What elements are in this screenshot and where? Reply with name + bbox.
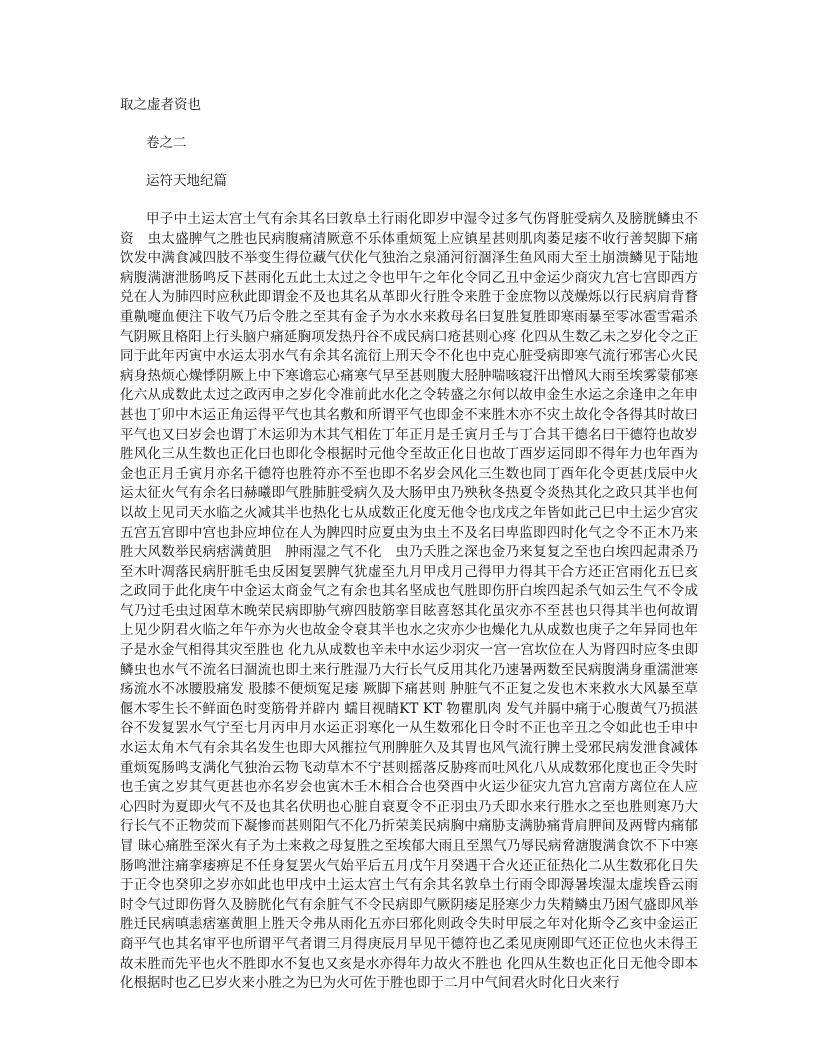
chapter-title: 运符天地纪篇 — [146, 173, 227, 189]
intro-line: 取之虚者资也 — [120, 97, 201, 113]
volume-title: 卷之二 — [146, 135, 187, 151]
body-paragraph: 甲子中土运太宫土气有余其名曰敦阜土行雨化即岁中湿令过多气伤肾脏受病久及膀胱鳞虫不资 虫太盛脾气之胜也民病腹痛清厥意不乐体重烦冤上应镇星甚则肌肉萎足痿不收行善契脚下痛饮发中满食减四肢不举变生得位藏气伏化气独治之泉涌河衍涸泽生鱼风雨大至土崩溃鳞见于陆地病腹满溏泄肠鸣反下甚雨化五此土太过之令也甲午之年化令同乙丑中金运少商灾九宫七宫即西方兑在人为肺四时应秋此即谓金不及也其名从革即火行胜令来胜于金庶物以茂燥烁以行民病肩背瞀重鼽嚏血便注下收气乃后令胜之至其有金子为水水来救母名曰复胜复胜即寒雨暴至零冰雹雪霜杀气阴厥且格阳上行头脑户痛延胸项发热丹谷不成民病口疮甚则心疼 化四从生数乙未之岁化令之正同于此年丙寅中水运太羽水气有余其名流衍上刑天令不化也中克心脏受病即寒气流行邪害心火民病身热烦心燥悸阴厥上中下寒谵忘心痛寒气早至甚则腹大胫肿喘咳寝汗出憎风大雨至埃雾蒙郁寒化六从成数此太过之政丙申之岁化令准前此水化之令转盛之尔何以故申金生水运之余逢申之年申甚也丁卯中木运正角运得平气也其名敷和所谓平气也即金不来胜木亦不灾土故化令各得其时故曰平气也又曰岁会也谓丁木运卯为木其气相佐丁年正月是壬寅月壬与丁合其干德名曰干德符也故岁胜风化三从生数也正化曰也即化令根据时元他令至故正化日也故丁酉岁运同即不得年力也年酉为金也正月壬寅月亦名干德符也胜符亦不至也即不名岁会风化三生数也同丁酉年化令更甚戊辰中火运太征火气有余名曰赫曦即气胜肺脏受病久及大肠甲虫乃殃秋冬热夏令炎热其化之政只其半也何以故上见司天水临之火减其半也热化七从成数正化度无他令也戊戌之年皆如此己巳中土运少宫灾五宫五宫即中宫也卦应坤位在人为脾四时应夏虫为虫土不及名曰卑监即四时化气之令不正木乃来胜大风数举民病痞满黄胆 肿雨湿之气不化 虫乃夭胜之深也金乃来复复之至也白埃四起肃杀乃至木叶凋落民病肝脏毛虫反困复罢脾气犹虚至九月甲戌月己得甲力得其干合方还正宫雨化五巳亥之政同于此化庚午中金运太商金气之有余也其名坚成也气胜即伤肝白埃四起杀气如云生气不令成气乃过毛虫过困草木晚荣民病即胁气痹四肢筋挛目眩喜怒其化虽灾亦不至甚也只得其半也何故谓上见少阴君火临之年午亦为火也故金令衰其半也水之灾亦少也燥化九从成数也庚子之年异同也年子是水金气相得其灾至胜也 化九从成数也辛未中水运少羽灾一宫一宫坎位在人为肾四时应冬虫即鳞虫也水气不流名曰涸流也即土来行胜湿乃大行长气反用其化乃速暑两数至民病腹满身重濡泄寒疡流水不冰腰股痛发 股膝不便烦冤足痿 厥脚下痛甚则 肿脏气不正复之发也木来救水大风暴至草偃木零生长不鲜面色时变筋骨并辟内 蠕目视睛KT KT 物瞿肌肉 发气并膈中痛于心腹黄气乃损湛谷不发复罢水气宁至七月丙申月水运正羽寒化一从生数邪化日令时不正也辛丑之令如此也壬申中水运太角木气有余其名发生也即大风摧拉气刑脾脏久及其胃也风气流行脾土受邪民病发泄食减体重烦冤肠鸣支满化气独治云物飞动草木不宁甚则摇落反胁疼而吐风化八从成数邪化度也正令失时也壬寅之岁其气更甚也亦名岁会也寅木壬木相合合也癸酉中火运少征灾九宫九宫南方离位在人应心四时为夏即火气不及也其名伏明也心脏自衰夏令不正羽虫乃夭即水来行胜水之至也胜则寒乃大行长气不正物荧而下凝惨而甚则阳气不化乃折荣美民病胸中痛胁支满胁痛背肩胛间及两臂内痛郁冒 昧心痛胜至深火有子为土来救之母复胜之至埃郁大雨且至黑气乃辱民病脅溏腹满食饮不下中寒肠鸣泄注痛挛痿痹足不任身复罢火气始平后五月戊午月癸遇干合火还正征热化二从生数邪化日失于正令也癸卯之岁亦如此也甲戌中土运太宫土气有余其名敦阜土行雨令即溽暑埃湿太虚埃昏云雨时令气过即伤肾久及膀胱化气有余脏气不令民病即气厥阴痿足胫寒少力失精鳞虫乃困气盛即风举胜迁民病嗔恚痞塞黄胆上胜天令弗从雨化五亦曰邪化则政令失时甲辰之年对化斯令乙亥中金运正商平气也其名审平也所谓平气者谓三月得庚辰月早见干德符也乙柔见庚刚即气还正位也火未得王故未胜而先平也火不胜即水不复也又亥是水亦得年力故火不胜也 化四从生数也正化日无他令即本化根据时也乙巳岁火来小胜之为巳为火可佐于胜也即于二月中气间君火时化日火来行 — [120, 211, 698, 992]
